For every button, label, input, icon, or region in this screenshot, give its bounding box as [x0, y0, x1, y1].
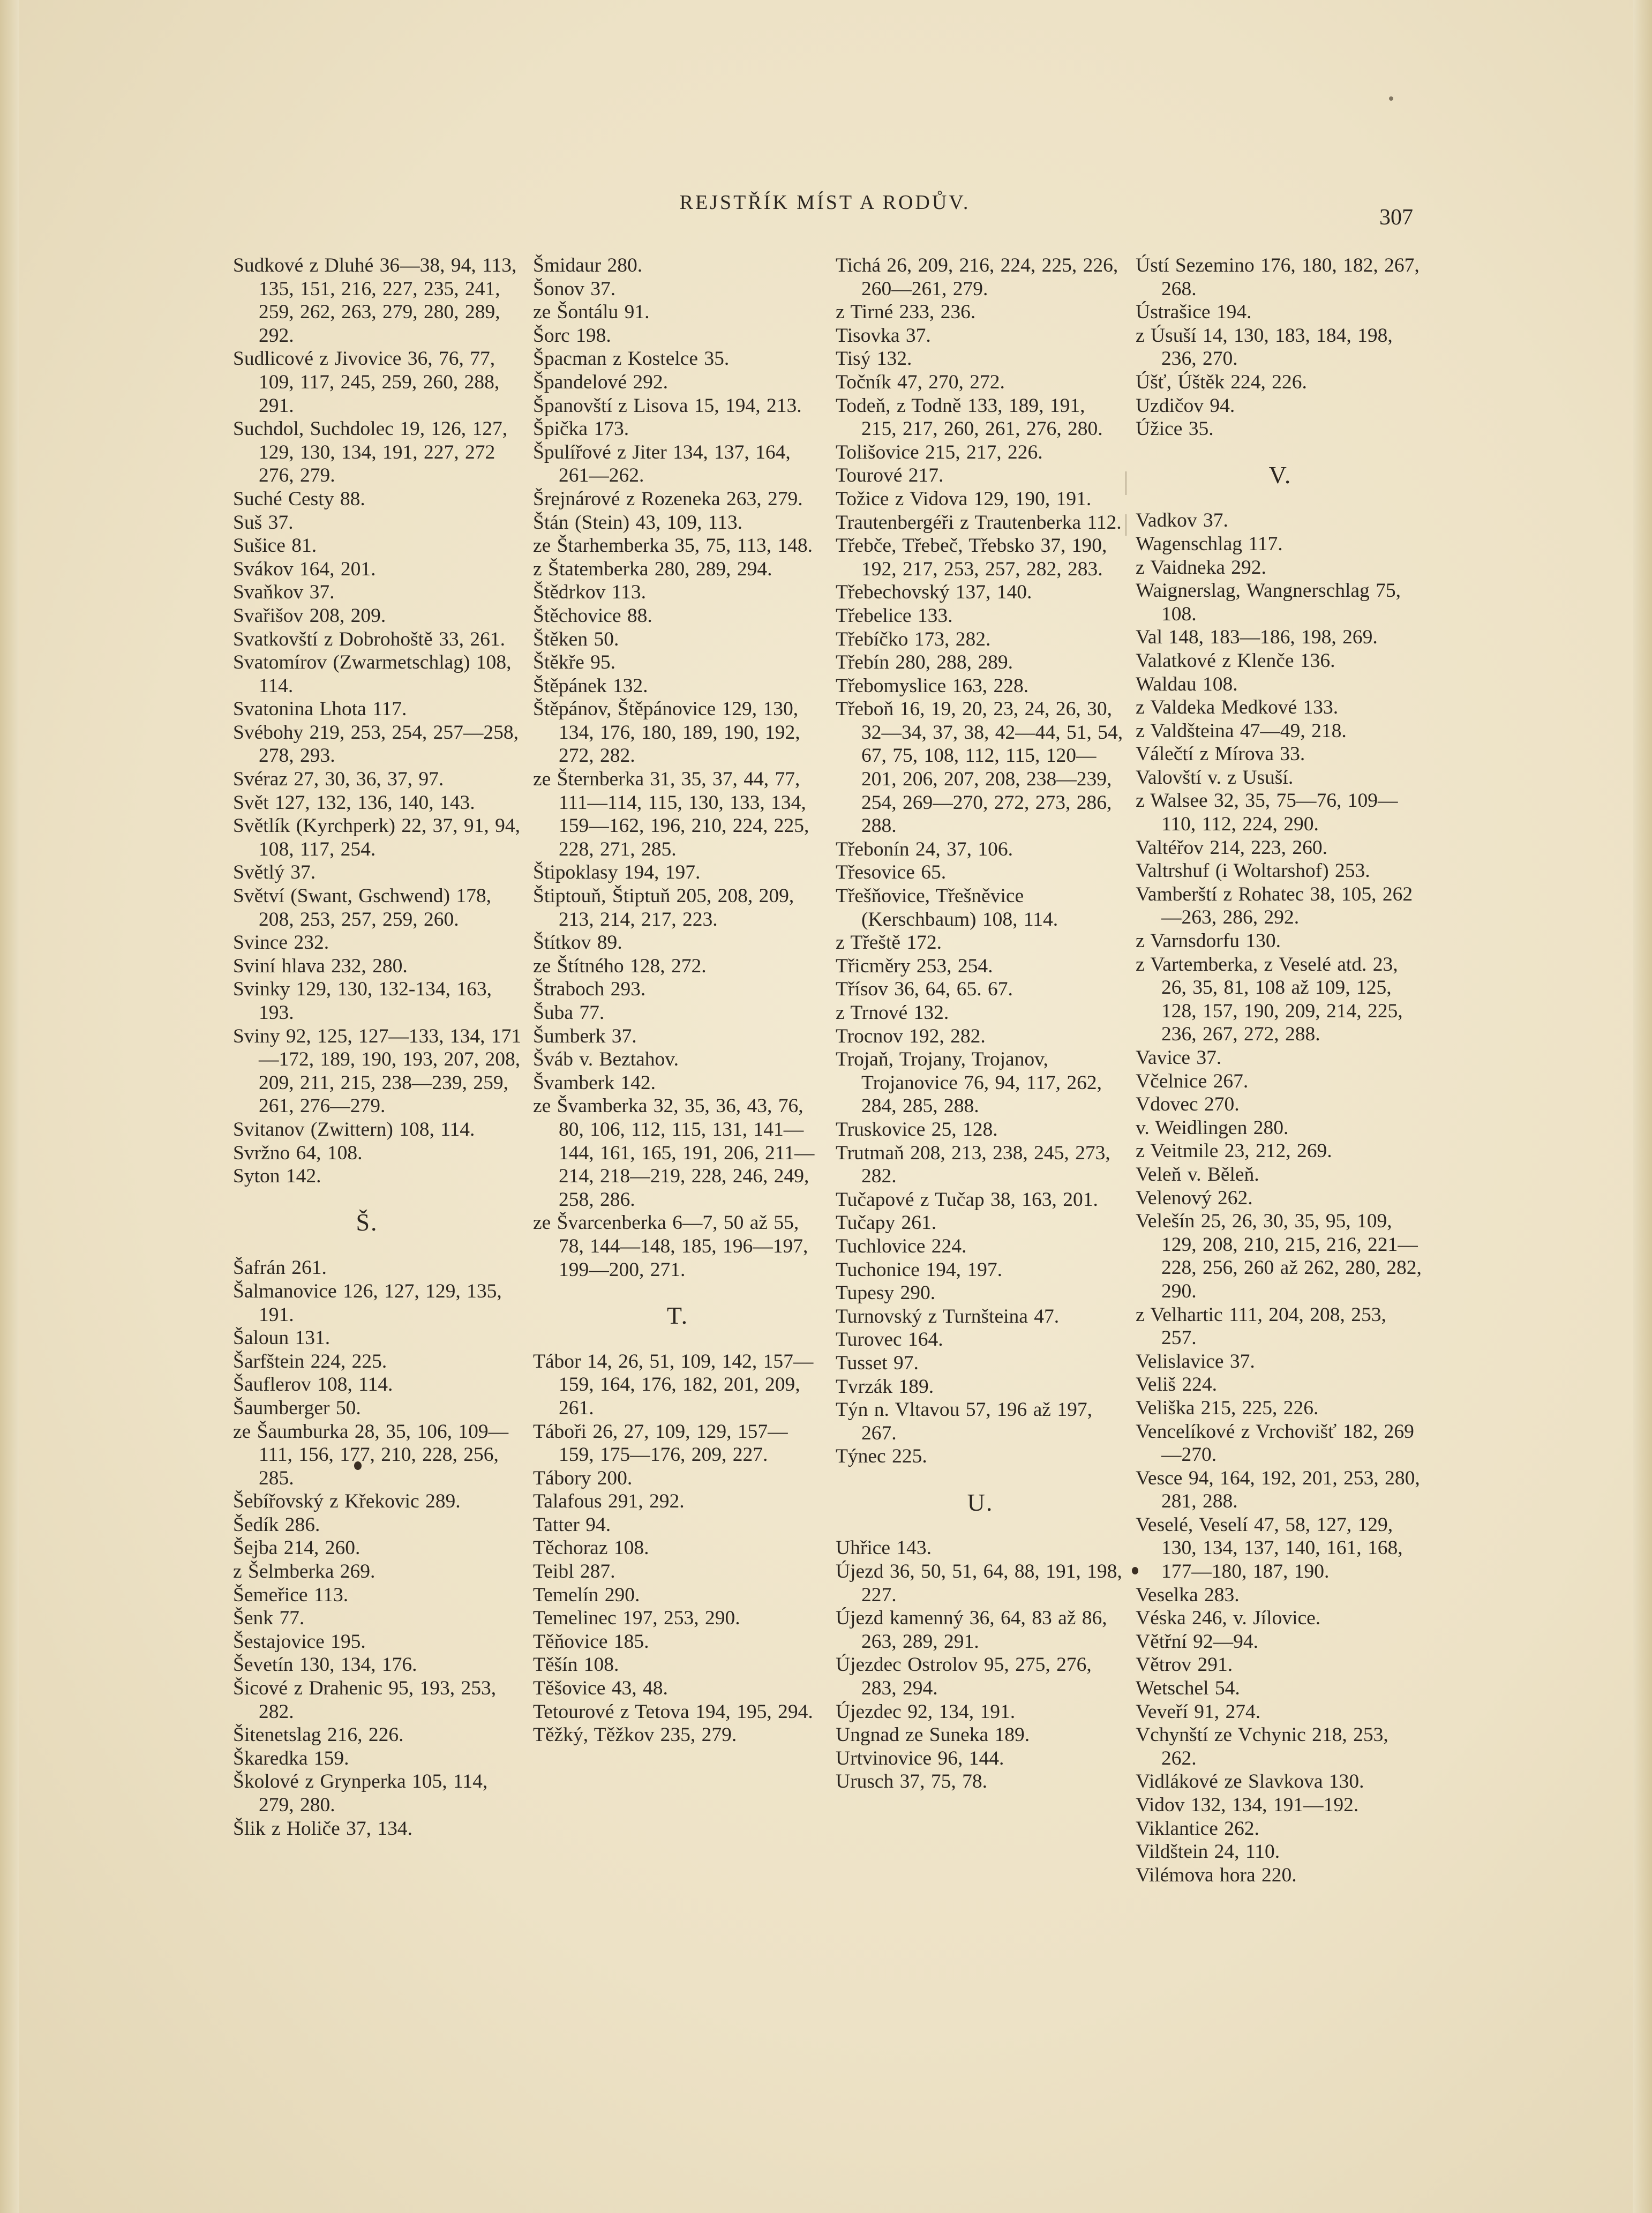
index-entry: Valovští v. z Usuší.	[1136, 766, 1294, 789]
index-entry: Truskovice 25, 128.	[836, 1118, 998, 1141]
index-entry: Vilémova hora 220.	[1136, 1864, 1297, 1886]
index-entry: Táboři 26, 27, 109, 129, 157—159, 175—176, 209, 227.	[533, 1420, 788, 1466]
index-entry: Velislavice 37.	[1136, 1350, 1255, 1372]
index-entry: Štěken 50.	[533, 628, 619, 650]
index-entry: Šváb v. Beztahov.	[533, 1048, 679, 1071]
index-entry: ze Štarhemberka 35, 75, 113, 148.	[533, 535, 813, 557]
index-entry: Školové z Grynperka 105, 114, 279, 280.	[233, 1771, 488, 1816]
index-entry: ze Švamberka 32, 35, 36, 43, 76, 80, 106, 112, 115, 131, 141—144, 161, 165, 191, 206, 211—214, 218—219, 228, 246, 249, 258, 286.	[533, 1095, 815, 1211]
index-entry: Štědrkov 113.	[533, 581, 647, 604]
index-entry: Veliška 215, 225, 226.	[1136, 1397, 1319, 1419]
index-entry: Veliš 224.	[1136, 1374, 1217, 1396]
index-entry: Talafous 291, 292.	[533, 1490, 685, 1513]
index-entry: Vchynští ze Vchynic 218, 253, 262.	[1136, 1724, 1388, 1769]
index-entry: Trojaň, Trojany, Trojanov, Trojanovice 76, 94, 117, 262, 284, 285, 288.	[836, 1048, 1102, 1117]
index-entry: Svaňkov 37.	[233, 581, 335, 604]
index-entry: Třebín 280, 288, 289.	[836, 651, 1013, 674]
index-entry: Val 148, 183—186, 198, 269.	[1136, 626, 1378, 649]
index-entry: Šedík 286.	[233, 1513, 320, 1536]
index-entry: Šenk 77.	[233, 1607, 305, 1630]
index-entry: Svitanov (Zwittern) 108, 114.	[233, 1118, 475, 1141]
index-entry: Válečtí z Mírova 33.	[1136, 743, 1305, 766]
index-entry: Suchdol, Suchdolec 19, 126, 127, 129, 130, 134, 191, 227, 272 276, 279.	[233, 418, 508, 487]
index-entry: Větrov 291.	[1136, 1654, 1233, 1676]
index-entry: Týnec 225.	[836, 1445, 927, 1468]
index-column-3	[836, 254, 1125, 1794]
index-entry: Sviní hlava 232, 280.	[233, 955, 408, 977]
index-entry: Světlý 37.	[233, 861, 316, 884]
index-entry: ze Šternberka 31, 35, 37, 44, 77, 111—114, 115, 130, 133, 134, 159—162, 196, 210, 224, 225, 228, 271, 285.	[533, 768, 809, 860]
index-entry: Trutmaň 208, 213, 238, 245, 273, 282.	[836, 1142, 1110, 1188]
index-entry: Těžký, Těžkov 235, 279.	[533, 1724, 737, 1746]
index-entry: z Tirné 233, 236.	[836, 301, 976, 324]
index-entry: Velešín 25, 26, 30, 35, 95, 109, 129, 208, 210, 215, 216, 221—228, 256, 260 až 262, 280, 282, 290.	[1136, 1210, 1422, 1302]
index-entry: Vdovec 270.	[1136, 1093, 1240, 1116]
index-entry: ze Šontálu 91.	[533, 301, 650, 324]
index-entry: Valatkové z Klenče 136.	[1136, 649, 1335, 672]
index-entry: Svatonina Lhota 117.	[233, 698, 407, 721]
index-entry: Úžice 35.	[1136, 418, 1214, 440]
index-entry: Svince 232.	[233, 932, 329, 954]
index-entry: Štěpánov, Štěpánovice 129, 130, 134, 176, 180, 189, 190, 192, 272, 282.	[533, 698, 800, 767]
index-entry: Šemeřice 113.	[233, 1584, 349, 1606]
index-entry: Urtvinovice 96, 144.	[836, 1747, 1004, 1769]
index-column-2	[533, 254, 822, 1747]
index-entry: Šrejnárové z Rozeneka 263, 279.	[533, 487, 803, 510]
index-entry: z Úsuší 14, 130, 183, 184, 198, 236, 270.	[1136, 324, 1393, 370]
index-entry: Ungnad ze Suneka 189.	[836, 1724, 1030, 1746]
index-entry: Třešňovice, Třešněvice (Kerschbaum) 108, 114.	[836, 885, 1058, 931]
section-letter-heading: V.	[1268, 461, 1292, 489]
index-entry: Viklantice 262.	[1136, 1817, 1259, 1840]
index-entry: z Velhartic 111, 204, 208, 253, 257.	[1136, 1303, 1386, 1349]
index-entry: Špička 173.	[533, 418, 629, 440]
index-entry: Šestajovice 195.	[233, 1630, 366, 1653]
index-entry: Třebechovský 137, 140.	[836, 581, 1032, 604]
index-entry: z Valdeka Medkové 133.	[1136, 696, 1339, 719]
index-entry: Tolišovice 215, 217, 226.	[836, 441, 1043, 463]
index-entry: Světlík (Kyrchperk) 22, 37, 91, 94, 108, 117, 254.	[233, 815, 520, 860]
index-entry: Šorc 198.	[533, 324, 611, 347]
index-entry: Třeboň 16, 19, 20, 23, 24, 26, 30, 32—34, 37, 38, 42—44, 51, 54, 67, 75, 108, 112, 115, 120—201, 206, 207, 208, 238—239, 254, 269—270, 272, 273, 286, 288.	[836, 698, 1123, 837]
index-entry: Štěkře 95.	[533, 651, 616, 674]
index-entry: Třebíčko 173, 282.	[836, 628, 991, 650]
index-entry: Šuba 77.	[533, 1002, 605, 1024]
index-entry: Třísov 36, 64, 65. 67.	[836, 978, 1013, 1001]
index-column-4	[1136, 254, 1425, 1887]
index-entry: Újezd kamenný 36, 64, 83 až 86, 263, 289, 291.	[836, 1607, 1107, 1653]
index-entry: ze Štítného 128, 272.	[533, 955, 707, 977]
index-entry: Těňovice 185.	[533, 1630, 649, 1653]
index-entry: Suché Cesty 88.	[233, 487, 365, 510]
index-entry: Vamberští z Rohatec 38, 105, 262—263, 286, 292.	[1136, 883, 1413, 929]
index-entry: Šitenetslag 216, 226.	[233, 1724, 404, 1746]
index-entry: Španovští z Lisova 15, 194, 213.	[533, 394, 802, 417]
index-entry: Turnovský z Turnšteina 47.	[836, 1305, 1060, 1327]
index-entry: z Šelmberka 269.	[233, 1561, 376, 1583]
section-letter-heading: Š.	[356, 1208, 378, 1236]
index-entry: Štán (Stein) 43, 109, 113.	[533, 511, 742, 534]
index-entry: Sviny 92, 125, 127—133, 134, 171—172, 189, 190, 193, 207, 208, 209, 211, 215, 238—239, 259, 261, 276—279.	[233, 1025, 522, 1117]
index-entry: z Vartemberka, z Veselé atd. 23, 26, 35, 81, 108 až 109, 125, 128, 157, 190, 209, 214, 225, 236, 267, 272, 288.	[1136, 953, 1403, 1046]
index-entry: Třesovice 65.	[836, 861, 947, 884]
index-entry: Šmidaur 280.	[533, 254, 643, 276]
index-entry: Šaloun 131.	[233, 1327, 331, 1349]
index-entry: Tvrzák 189.	[836, 1375, 934, 1398]
index-entry: Uhřice 143.	[836, 1537, 932, 1559]
index-entry: Syton 142.	[233, 1165, 321, 1188]
index-entry: Újezd 36, 50, 51, 64, 88, 191, 198, 227.	[836, 1561, 1122, 1606]
index-column-1	[233, 254, 522, 1840]
index-entry: Štipoklasy 194, 197.	[533, 861, 701, 884]
index-entry: Uzdičov 94.	[1136, 394, 1235, 417]
column-rule-2	[1125, 514, 1127, 536]
index-entry: Tábory 200.	[533, 1467, 633, 1489]
index-entry: Těchoraz 108.	[533, 1537, 649, 1559]
index-entry: z Varnsdorfu 130.	[1136, 930, 1281, 952]
index-entry: Škaredka 159.	[233, 1747, 349, 1769]
index-entry: Svržno 64, 108.	[233, 1142, 363, 1164]
index-entry: Třebomyslice 163, 228.	[836, 674, 1029, 697]
index-entry: Temelín 290.	[533, 1584, 640, 1606]
index-entry: Valtéřov 214, 223, 260.	[1136, 836, 1328, 859]
index-entry: Waldau 108.	[1136, 673, 1238, 695]
index-entry: Týn n. Vltavou 57, 196 až 197, 267.	[836, 1399, 1092, 1444]
index-entry: Urusch 37, 75, 78.	[836, 1771, 988, 1793]
index-entry: Šlik z Holiče 37, 134.	[233, 1817, 413, 1840]
index-entry: Šauflerov 108, 114.	[233, 1374, 393, 1396]
index-entry: Svébohy 219, 253, 254, 257—258, 278, 293.	[233, 721, 519, 767]
index-entry: Šicové z Drahenic 95, 193, 253, 282.	[233, 1677, 497, 1723]
index-entry: Ševetín 130, 134, 176.	[233, 1654, 417, 1676]
index-entry: Špandelové 292.	[533, 371, 668, 393]
index-entry: Wagenschlag 117.	[1136, 532, 1283, 555]
index-entry: ze Šaumburka 28, 35, 106, 109—111, 156, 177, 210, 228, 256, 285.	[233, 1420, 509, 1489]
index-entry: Štiptouň, Štiptuň 205, 208, 209, 213, 214, 217, 223.	[533, 885, 794, 931]
index-entry: Štěpánek 132.	[533, 674, 648, 697]
index-entry: Trocnov 192, 282.	[836, 1025, 986, 1047]
index-entry: Točník 47, 270, 272.	[836, 371, 1005, 393]
index-entry: Tatter 94.	[533, 1513, 611, 1536]
index-entry: Třebče, Třebeč, Třebsko 37, 190, 192, 217, 253, 257, 282, 283.	[836, 535, 1107, 580]
index-entry: Vesce 94, 164, 192, 201, 253, 280, 281, 288.	[1136, 1467, 1420, 1513]
index-entry: Veveří 91, 274.	[1136, 1700, 1261, 1723]
index-entry: Ústí Sezemino 176, 180, 182, 267, 268.	[1136, 254, 1420, 300]
running-title: REJSTŘÍK MÍST A RODŮV.	[679, 191, 971, 214]
index-entry: Šafrán 261.	[233, 1257, 327, 1279]
index-entry: Tuchlovice 224.	[836, 1235, 967, 1257]
index-entry: Třebonín 24, 37, 106.	[836, 838, 1013, 860]
index-entry: z Walsee 32, 35, 75—76, 109—110, 112, 224, 290.	[1136, 790, 1398, 836]
index-entry: Tupesy 290.	[836, 1282, 936, 1304]
index-entry: Světví (Swant, Gschwend) 178, 208, 253, 257, 259, 260.	[233, 885, 491, 931]
index-entry: Šumberk 37.	[533, 1025, 637, 1047]
index-entry: Sušice 81.	[233, 535, 317, 557]
index-entry: Vadkov 37.	[1136, 509, 1228, 532]
index-entry: Svéraz 27, 30, 36, 37, 97.	[233, 768, 444, 791]
index-entry: Suš 37.	[233, 511, 294, 534]
index-entry: Úšť, Úštěk 224, 226.	[1136, 371, 1307, 393]
index-entry: Velenový 262.	[1136, 1187, 1253, 1209]
index-entry: Třicměry 253, 254.	[836, 955, 993, 977]
index-entry: Švamberk 142.	[533, 1071, 656, 1094]
index-entry: Štěchovice 88.	[533, 604, 652, 627]
index-entry: Třebelice 133.	[836, 604, 953, 627]
index-entry: Svařišov 208, 209.	[233, 604, 386, 627]
index-entry: z Veitmile 23, 212, 269.	[1136, 1140, 1332, 1162]
index-entry: Svinky 129, 130, 132-134, 163, 193.	[233, 978, 492, 1024]
index-entry: Újezdec Ostrolov 95, 275, 276, 283, 294.	[836, 1654, 1092, 1700]
page-edge-left	[0, 0, 19, 2213]
index-entry: Tusset 97.	[836, 1352, 919, 1374]
index-entry: Svět 127, 132, 136, 140, 143.	[233, 791, 475, 814]
index-entry: Šebířovský z Křekovic 289.	[233, 1490, 461, 1513]
index-entry: Šaumberger 50.	[233, 1397, 361, 1419]
index-entry: Tisý 132.	[836, 348, 912, 370]
index-entry: Vildštein 24, 110.	[1136, 1841, 1280, 1863]
index-entry: Temelinec 197, 253, 290.	[533, 1607, 740, 1630]
index-entry: Tourové 217.	[836, 464, 944, 487]
index-entry: Tožice z Vidova 129, 190, 191.	[836, 487, 1092, 510]
index-entry: Svatomírov (Zwarmetschlag) 108, 114.	[233, 651, 512, 697]
index-entry: Sudlicové z Jivovice 36, 76, 77, 109, 117, 245, 259, 260, 288, 291.	[233, 348, 500, 417]
index-entry: Tichá 26, 209, 216, 224, 225, 226, 260—261, 279.	[836, 254, 1118, 300]
index-entry: Waignerslag, Wangnerschlag 75, 108.	[1136, 580, 1401, 625]
index-entry: Tisovka 37.	[836, 324, 931, 347]
index-entry: z Štatemberka 280, 289, 294.	[533, 558, 772, 580]
index-entry: Veselka 283.	[1136, 1584, 1240, 1606]
index-entry: Turovec 164.	[836, 1329, 943, 1351]
index-entry: z Valdšteina 47—49, 218.	[1136, 719, 1347, 742]
index-entry: Tuchonice 194, 197.	[836, 1258, 1002, 1281]
index-entry: Veselé, Veselí 47, 58, 127, 129, 130, 134, 137, 140, 161, 168, 177—180, 187, 190.	[1136, 1513, 1403, 1583]
index-entry: Vidlákové ze Slavkova 130.	[1136, 1771, 1364, 1793]
index-entry: Tučapové z Tučap 38, 163, 201.	[836, 1188, 1098, 1211]
index-entry: Svatkovští z Dobrohoště 33, 261.	[233, 628, 505, 650]
running-header	[0, 191, 1652, 230]
index-entry: Teibl 287.	[533, 1561, 615, 1583]
index-entry: z Třeště 172.	[836, 932, 942, 954]
ink-spot	[1389, 96, 1393, 101]
index-entry: Špulířové z Jiter 134, 137, 164, 261—262.	[533, 441, 791, 487]
index-entry: Špacman z Kostelce 35.	[533, 348, 730, 370]
index-entry: Tetourové z Tetova 194, 195, 294.	[533, 1700, 813, 1723]
index-entry: Todeň, z Todně 133, 189, 191, 215, 217, 260, 261, 276, 280.	[836, 394, 1103, 440]
index-entry: Trautenbergéři z Trautenberka 112.	[836, 511, 1122, 534]
index-entry: Větřní 92—94.	[1136, 1630, 1259, 1653]
page-edge-right	[1633, 0, 1652, 2213]
index-entry: Véska 246, v. Jílovice.	[1136, 1607, 1321, 1630]
index-entry: Vidov 132, 134, 191—192.	[1136, 1794, 1359, 1816]
index-entry: Ústrašice 194.	[1136, 301, 1252, 324]
index-entry: v. Weidlingen 280.	[1136, 1116, 1289, 1139]
index-entry: Šejba 214, 260.	[233, 1537, 361, 1559]
index-entry: Újezdec 92, 134, 191.	[836, 1700, 1016, 1723]
section-letter-heading: T.	[666, 1302, 689, 1330]
index-entry: Těšovice 43, 48.	[533, 1677, 668, 1700]
index-entry: Tábor 14, 26, 51, 109, 142, 157—159, 164, 176, 182, 201, 209, 261.	[533, 1350, 814, 1419]
index-entry: Štraboch 293.	[533, 978, 646, 1001]
index-entry: z Trnové 132.	[836, 1002, 949, 1024]
index-entry: Wetschel 54.	[1136, 1677, 1240, 1700]
index-entry: Vavice 37.	[1136, 1047, 1222, 1069]
index-entry: Šarfštein 224, 225.	[233, 1350, 387, 1372]
index-entry: Včelnice 267.	[1136, 1070, 1249, 1092]
index-entry: Vencelíkové z Vrchovišť 182, 269—270.	[1136, 1420, 1414, 1466]
index-entry: Veleň v. Běleň.	[1136, 1163, 1259, 1186]
index-entry: Svákov 164, 201.	[233, 558, 376, 580]
index-entry: Šonov 37.	[533, 277, 616, 300]
index-entry: Těšín 108.	[533, 1654, 619, 1676]
index-entry: Štítkov 89.	[533, 932, 622, 954]
column-rule-1	[1125, 471, 1127, 495]
index-entry: Valtrshuf (i Woltarshof) 253.	[1136, 860, 1370, 882]
index-entry: Tučapy 261.	[836, 1212, 937, 1234]
index-entry: Sudkové z Dluhé 36—38, 94, 113, 135, 151, 216, 227, 235, 241, 259, 262, 263, 279, 280, 289, 292.	[233, 254, 517, 347]
index-entry: ze Švarcenberka 6—7, 50 až 55, 78, 144—148, 185, 196—197, 199—200, 271.	[533, 1212, 808, 1281]
index-entry: Šalmanovice 126, 127, 129, 135, 191.	[233, 1280, 502, 1326]
section-letter-heading: U.	[967, 1488, 994, 1516]
page-number: 307	[1379, 205, 1413, 230]
index-entry: z Vaidneka 292.	[1136, 556, 1266, 579]
